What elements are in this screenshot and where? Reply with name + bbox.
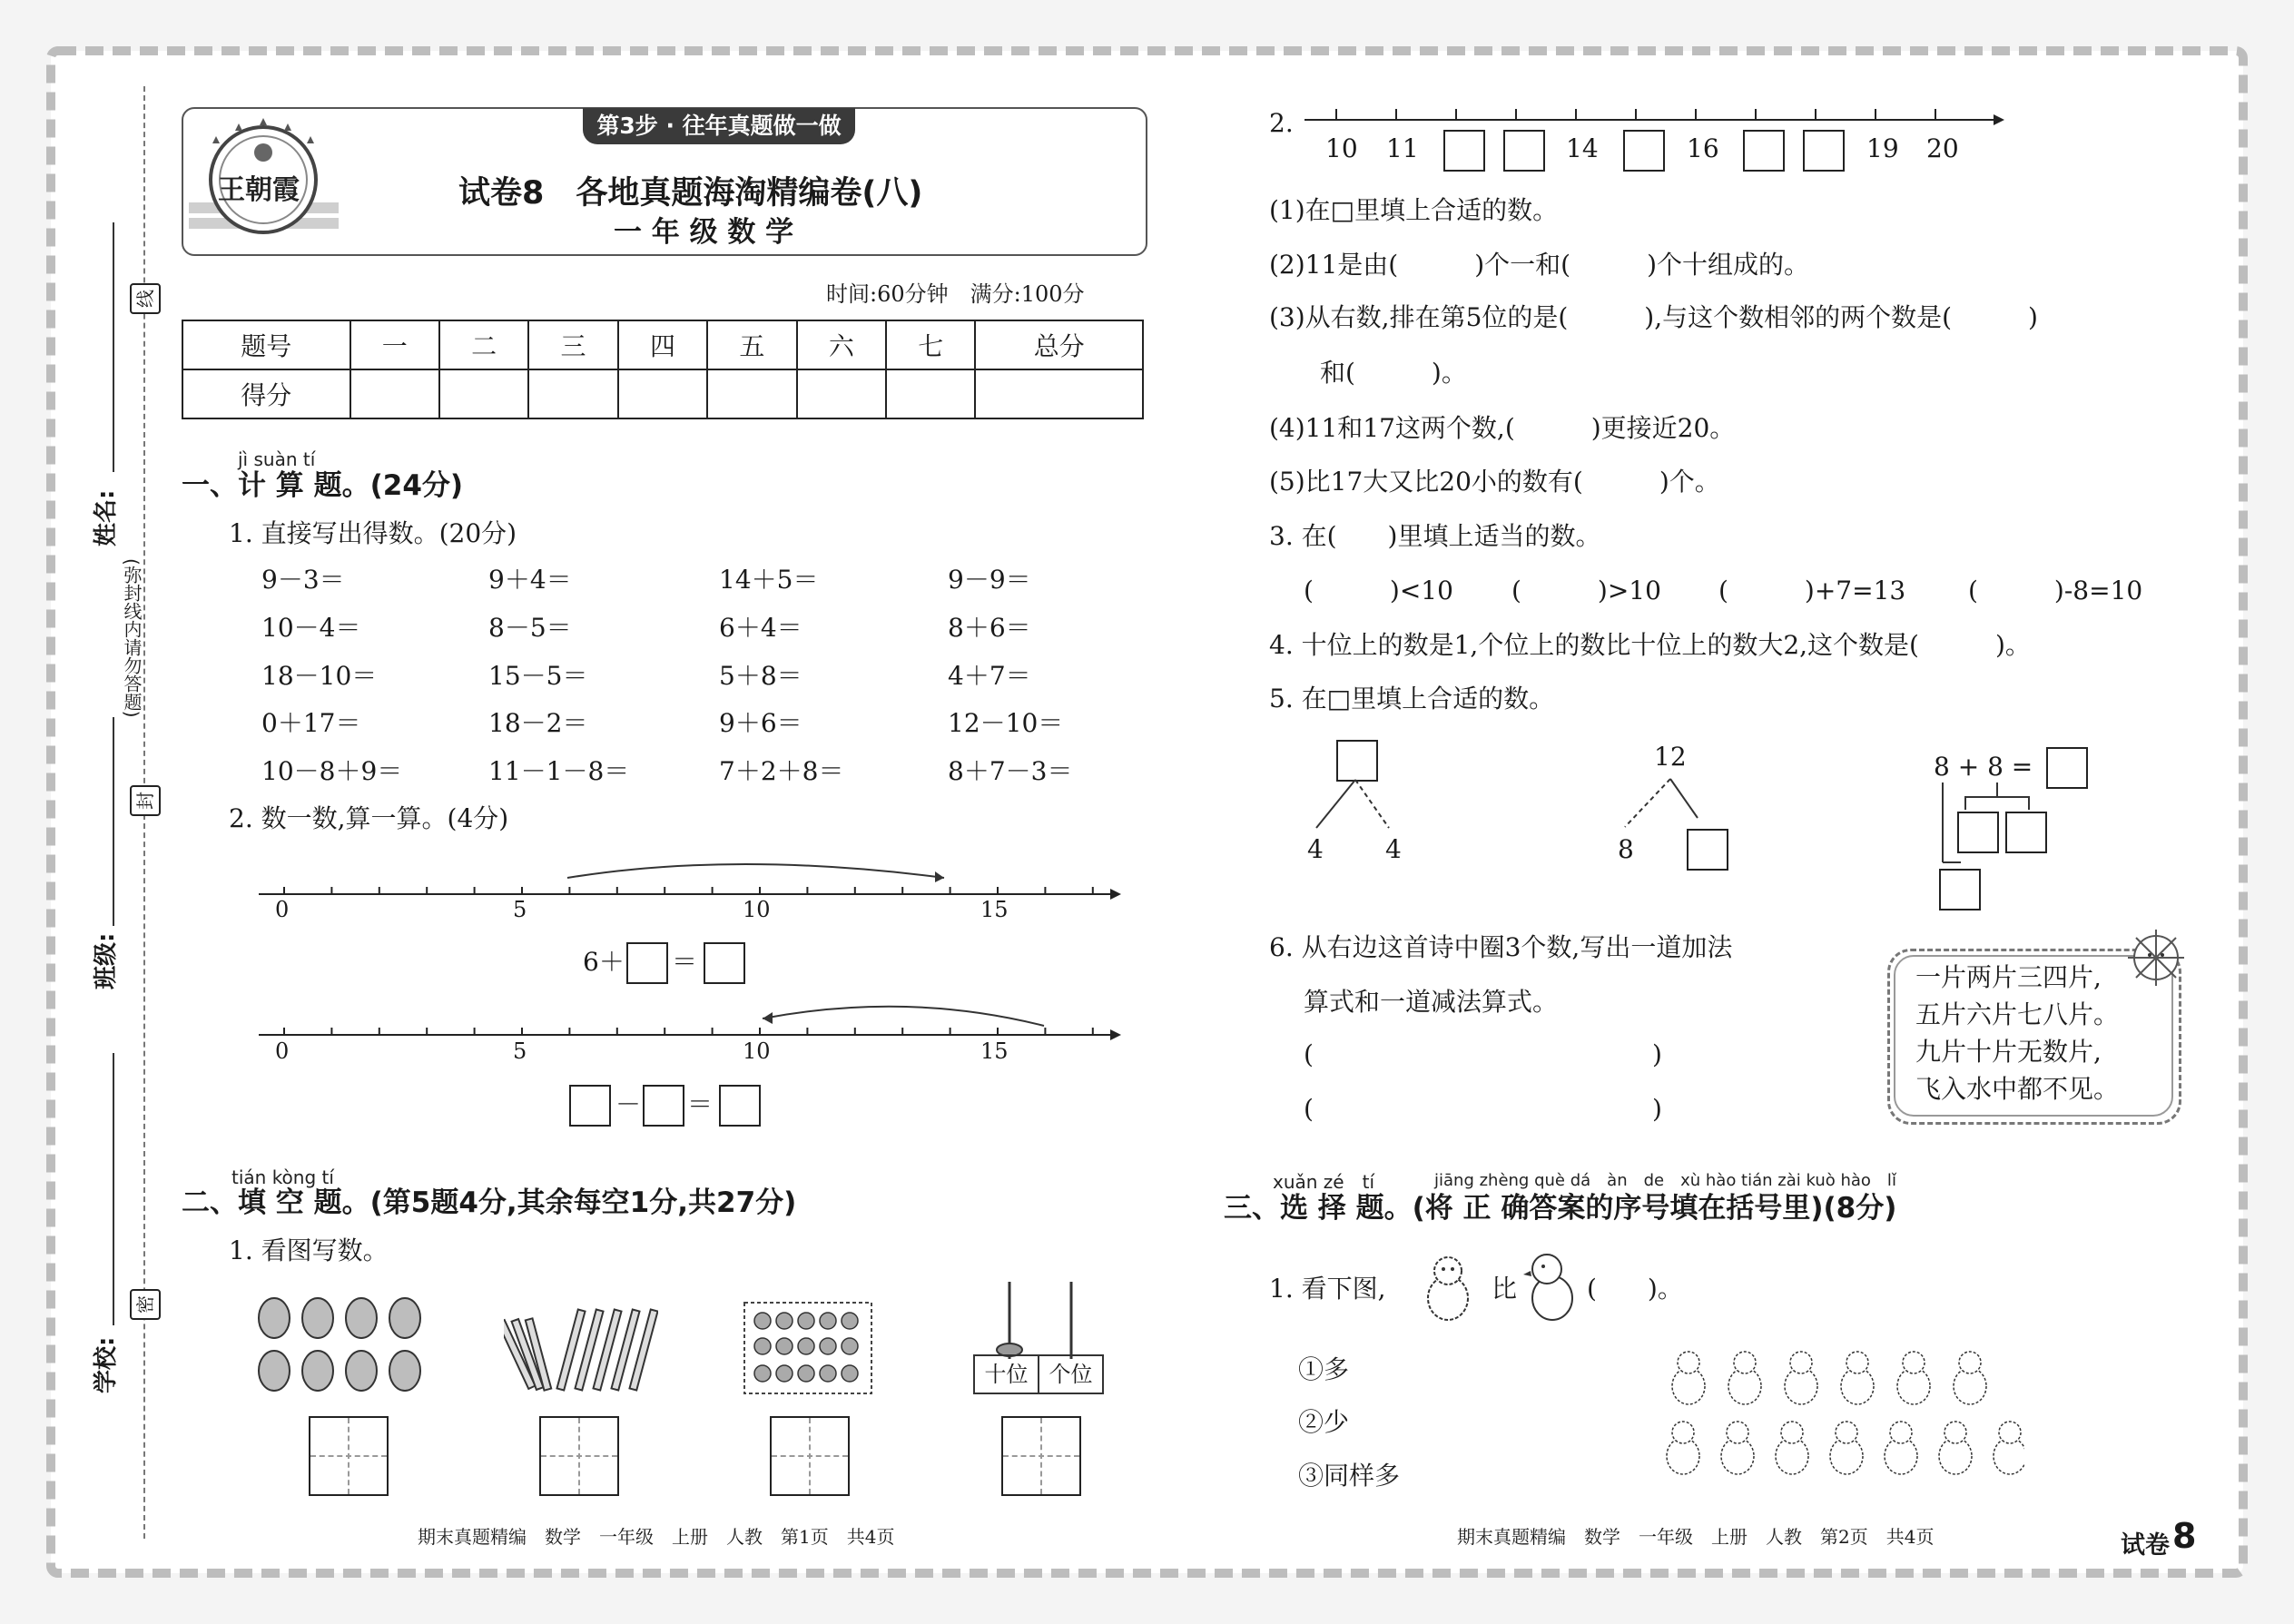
tree2-branches — [1616, 777, 1725, 832]
tree3-part-box-a[interactable] — [1957, 812, 1999, 853]
eq1-answer-box-a[interactable] — [626, 942, 668, 984]
section1-q1-title: 1. 直接写出得数。(20分) — [229, 518, 517, 548]
nl1-tick-label: 10 — [743, 897, 771, 922]
tree3-part-box-c[interactable] — [1939, 869, 1981, 910]
seal-xian: 线 — [130, 283, 161, 314]
calc-item: 8－5＝ — [488, 613, 572, 643]
nl2-tick-label: 15 — [980, 1038, 1009, 1064]
tree1-branches — [1298, 778, 1407, 832]
q3-item: ( )-8=10 — [1968, 576, 2143, 605]
dots-picture — [743, 1301, 874, 1396]
tree1-right: 4 — [1385, 834, 1402, 864]
poem-line: 五片六片七八片。 — [1915, 999, 2120, 1029]
calc-item: 11－1－8＝ — [488, 756, 630, 786]
brand-logo — [189, 116, 339, 243]
section3-title: 三、选 择 题。(将 正 确答案的序号填在括号里)(8分) — [1224, 1192, 1897, 1225]
bird-figure — [1897, 1352, 1930, 1404]
q3-item: ( )+7=13 — [1718, 576, 1906, 605]
duckling-icon — [1523, 1245, 1578, 1332]
calc-item: 14＋5＝ — [719, 565, 819, 595]
q2-item: 和( )。 — [1320, 358, 1467, 388]
q6-paren-open-2: ( — [1304, 1094, 1314, 1124]
bird-figure — [1954, 1352, 1986, 1404]
poem-line: 九片十片无数片, — [1915, 1037, 2102, 1067]
abacus-ones-label: 个位 — [1049, 1362, 1093, 1387]
q6-paren-close-1: ) — [1652, 1039, 1662, 1069]
footer-left: 期末真题精编 数学 一年级 上册 人教 第1页 共4页 — [418, 1526, 895, 1548]
rnl-label: 20 — [1926, 133, 1959, 163]
snowflake-icon — [2124, 926, 2188, 989]
calc-item: 8＋7－3＝ — [948, 756, 1073, 786]
score-input[interactable] — [350, 369, 439, 418]
bird-figure — [1672, 1352, 1705, 1404]
nl2-tick-label: 10 — [743, 1038, 771, 1064]
bird-figure — [1721, 1422, 1754, 1474]
tree1-top-box[interactable] — [1336, 740, 1378, 782]
q2-item: (4)11和17这两个数,( )更接近20。 — [1269, 413, 1736, 443]
sticks-picture — [504, 1300, 658, 1400]
bird-figure — [1776, 1422, 1808, 1474]
s3-q1-mid: 比 — [1492, 1274, 1518, 1304]
seal-notice: (弥封线内请勿答题) — [121, 558, 143, 718]
tree1-left: 4 — [1307, 834, 1324, 864]
score-cell: 总分 — [975, 320, 1143, 369]
s3-option[interactable]: ③同样多 — [1298, 1461, 1401, 1491]
calc-item: 9＋6＝ — [719, 708, 802, 738]
rnl-box[interactable] — [1743, 130, 1785, 172]
eq1-answer-box-b[interactable] — [704, 942, 745, 984]
rnl-label: 10 — [1325, 133, 1358, 163]
birds-picture — [1661, 1342, 2024, 1496]
rnl-box[interactable] — [1623, 130, 1665, 172]
q2-item: (1)在□里填上合适的数。 — [1269, 195, 1559, 225]
right-q2-label: 2. — [1269, 108, 1294, 138]
paper-subtitle: 一 年 级 数 学 — [614, 216, 794, 249]
abacus-picture — [973, 1282, 1105, 1363]
q2-item: (3)从右数,排在第5位的是( ),与这个数相邻的两个数是( ) — [1269, 302, 2038, 332]
eq2-answer-box-b[interactable] — [643, 1085, 684, 1127]
score-input[interactable] — [618, 369, 707, 418]
calc-item: 9＋4＝ — [488, 565, 572, 595]
number-line-2-ticks — [284, 1028, 1093, 1035]
calc-item: 10－4＝ — [261, 613, 361, 643]
score-cell: 六 — [797, 320, 886, 369]
eq2-answer-box-c[interactable] — [719, 1085, 761, 1127]
q6-paren-open-1: ( — [1304, 1039, 1314, 1069]
calc-item: 8＋6＝ — [948, 613, 1031, 643]
footer-right: 期末真题精编 数学 一年级 上册 人教 第2页 共4页 — [1457, 1526, 1935, 1548]
nl2-tick-label: 5 — [513, 1038, 527, 1064]
calc-item: 12－10＝ — [948, 708, 1064, 738]
eq1-equal: ＝ — [672, 947, 698, 977]
rnl-label: 11 — [1386, 133, 1419, 163]
school-label: 学校: — [93, 1336, 120, 1393]
name-underline — [113, 222, 114, 472]
calc-item: 9－3＝ — [261, 565, 345, 595]
logo-text: 王朝霞 — [218, 174, 300, 206]
section1-q2-title: 2. 数一数,算一算。(4分) — [229, 803, 509, 833]
nl1-tick-label: 5 — [513, 897, 527, 922]
rnl-box[interactable] — [1443, 130, 1485, 172]
peppers-picture — [254, 1289, 436, 1398]
abacus-labels — [973, 1354, 1104, 1394]
calc-item: 18－2＝ — [488, 708, 588, 738]
seal-mi: 密 — [130, 1289, 161, 1320]
score-input[interactable] — [707, 369, 796, 418]
tree2-right-box[interactable] — [1687, 829, 1728, 871]
rnl-box[interactable] — [1503, 130, 1545, 172]
tree3-part-box-b[interactable] — [2005, 812, 2047, 853]
tree2-top: 12 — [1654, 742, 1687, 772]
q6-line2: 算式和一道减法算式。 — [1304, 987, 1559, 1017]
section3-pinyin-b: jiāng zhèng què dá àn de xù hào tián zài kuò hào lǐ — [1434, 1171, 1896, 1190]
class-label: 班级: — [93, 932, 120, 989]
eq2-answer-box-a[interactable] — [569, 1085, 611, 1127]
q2-item: (5)比17大又比20小的数有( )个。 — [1269, 467, 1720, 497]
score-input[interactable] — [975, 369, 1143, 418]
section1-pinyin: jì suàn tí — [238, 448, 316, 470]
calc-item: 10－8＋9＝ — [261, 756, 403, 786]
bird-figure — [1885, 1422, 1917, 1474]
calc-item: 15－5＝ — [488, 661, 588, 691]
paper-number: 8 — [2172, 1516, 2197, 1556]
writing-box[interactable] — [1001, 1416, 1081, 1496]
score-input[interactable] — [528, 369, 617, 418]
calc-item: 18－10＝ — [261, 661, 378, 691]
tree2-left: 8 — [1618, 834, 1634, 864]
q3-title: 3. 在( )里填上适当的数。 — [1269, 521, 1601, 551]
bird-figure — [1994, 1422, 2024, 1474]
eq2-equal: ＝ — [687, 1089, 714, 1119]
score-input[interactable] — [439, 369, 528, 418]
calc-item: 4＋7＝ — [948, 661, 1031, 691]
q6-line1: 6. 从右边这首诗中圈3个数,写出一道加法 — [1269, 932, 1733, 962]
s3-option[interactable]: ①多 — [1298, 1354, 1350, 1384]
score-label: 得分 — [182, 369, 350, 418]
score-cell: 一 — [350, 320, 439, 369]
right-number-line — [1300, 102, 2008, 129]
bird-figure — [1667, 1422, 1699, 1474]
class-underline — [113, 717, 114, 926]
q3-item: ( )<10 — [1304, 576, 1453, 605]
writing-box[interactable] — [770, 1416, 850, 1496]
right-number-line-ticks — [1336, 109, 1935, 120]
score-cell: 五 — [707, 320, 796, 369]
score-input[interactable] — [797, 369, 886, 418]
bird-figure — [1939, 1422, 1972, 1474]
score-header-row — [182, 320, 1143, 369]
step-badge: 第3步 · 往年真题做一做 — [583, 108, 855, 144]
paper-label: 试卷 — [2121, 1531, 2170, 1560]
score-cell: 七 — [886, 320, 975, 369]
chick-icon — [1421, 1248, 1475, 1330]
section3-pinyin-a: xuǎn zé tí — [1273, 1171, 1375, 1193]
q2-item: (2)11是由( )个一和( )个十组成的。 — [1269, 250, 1809, 280]
school-underline — [113, 1053, 114, 1325]
bird-figure — [1830, 1422, 1863, 1474]
q6-paren-close-2: ) — [1652, 1094, 1662, 1124]
score-cell: 题号 — [182, 320, 350, 369]
rnl-label: 14 — [1566, 133, 1599, 163]
poem-line: 一片两片三四片, — [1915, 962, 2102, 992]
section2-pinyin: tián kòng tí — [231, 1166, 334, 1188]
writing-box[interactable] — [309, 1416, 389, 1496]
writing-box[interactable] — [539, 1416, 619, 1496]
section2-title: 二、填 空 题。(第5题4分,其余每空1分,共27分) — [182, 1186, 797, 1219]
tree3-eq: 8 + 8 = — [1934, 752, 2033, 782]
s3-q1-suffix: ( )。 — [1587, 1274, 1683, 1304]
score-cell: 二 — [439, 320, 528, 369]
score-input[interactable] — [886, 369, 975, 418]
score-cell: 三 — [528, 320, 617, 369]
score-cell: 四 — [618, 320, 707, 369]
bird-figure — [1728, 1352, 1761, 1404]
eq1-prefix: 6＋ — [583, 947, 625, 977]
calc-item: 5＋8＝ — [719, 661, 802, 691]
seal-feng: 封 — [130, 785, 161, 816]
rnl-label: 19 — [1866, 133, 1899, 163]
calc-item: 0＋17＝ — [261, 708, 361, 738]
score-value-row — [182, 369, 1143, 418]
q4-text: 4. 十位上的数是1,个位上的数比十位上的数大2,这个数是( )。 — [1269, 630, 2031, 660]
eq2-minus: － — [615, 1089, 642, 1119]
section1-title: 一、计 算 题。(24分) — [182, 469, 464, 502]
section2-q1-title: 1. 看图写数。 — [229, 1235, 389, 1265]
nl2-tick-label: 0 — [275, 1038, 290, 1064]
calc-item: 6＋4＝ — [719, 613, 802, 643]
time-info: 时间:60分钟 满分:100分 — [826, 281, 1085, 307]
abacus-tens-label: 十位 — [975, 1356, 1039, 1393]
score-table — [182, 320, 1144, 419]
calc-item: 9－9＝ — [948, 565, 1031, 595]
s3-q1-prefix: 1. 看下图, — [1269, 1274, 1386, 1304]
rnl-label: 16 — [1687, 133, 1719, 163]
number-line-1-ticks — [284, 887, 1093, 894]
nl1-tick-label: 0 — [275, 897, 290, 922]
bird-figure — [1785, 1352, 1817, 1404]
s3-option[interactable]: ②少 — [1298, 1407, 1350, 1437]
nl1-tick-label: 15 — [980, 897, 1009, 922]
poem-line: 飞入水中都不见。 — [1915, 1074, 2120, 1104]
rnl-box[interactable] — [1803, 130, 1845, 172]
paper-title: 试卷8 各地真题海淘精编卷(八) — [458, 175, 923, 212]
name-label: 姓名: — [93, 489, 120, 546]
q5-title: 5. 在□里填上合适的数。 — [1269, 684, 1555, 714]
q3-item: ( )>10 — [1511, 576, 1661, 605]
bird-figure — [1841, 1352, 1874, 1404]
calc-item: 7＋2＋8＝ — [719, 756, 844, 786]
